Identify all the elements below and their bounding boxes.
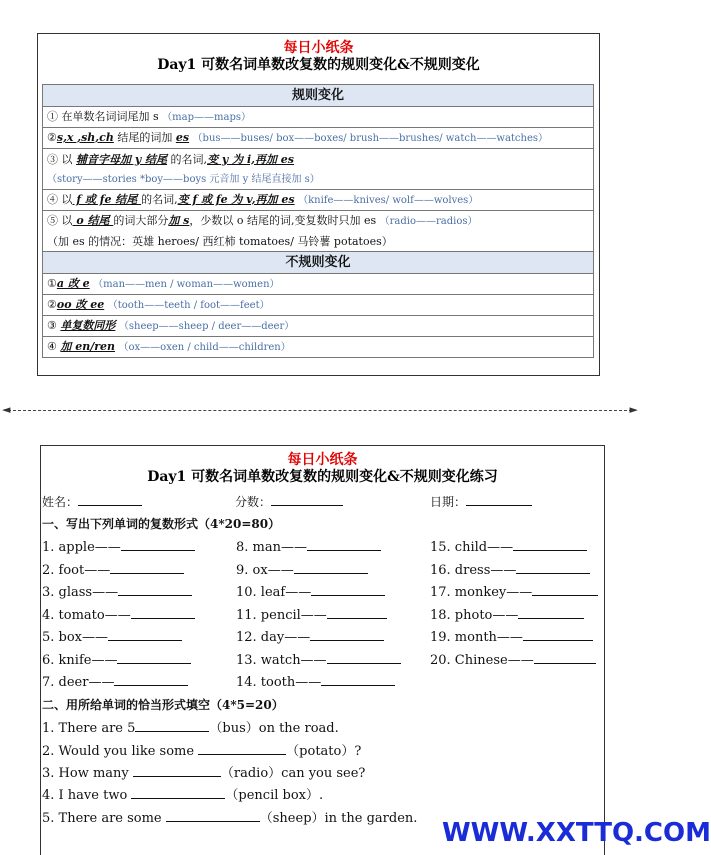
fill-item[interactable]: 2. Would you like some （potato）? [42, 744, 362, 759]
word-item[interactable]: 11. pencil—— [236, 606, 387, 623]
word-item[interactable]: 2. foot—— [42, 561, 184, 578]
word-item[interactable]: 16. dress—— [430, 561, 590, 578]
fill-item[interactable]: 1. There are 5 （bus）on the road. [42, 721, 339, 736]
section-2-heading: 二、用所给单词的恰当形式填空（4*5=20） [42, 698, 284, 712]
rule-row-cont: （story——stories *boy——boys 元音加 y 结尾直接加 s） [43, 169, 594, 190]
word-item[interactable]: 4. tomato—— [42, 606, 195, 623]
word-item[interactable]: 15. child—— [430, 538, 587, 555]
irregular-row: ①a 改 e （man——men / woman——women） [43, 274, 594, 295]
cut-line-divider [8, 410, 632, 411]
rules-title: Day1 可数名词单数改复数的规则变化&不规则变化 [157, 57, 480, 73]
word-item[interactable]: 1. apple—— [42, 538, 195, 555]
word-item[interactable]: 14. tooth—— [236, 673, 395, 690]
name-field[interactable]: 姓名： [42, 493, 142, 510]
word-item[interactable]: 13. watch—— [236, 651, 401, 668]
date-field[interactable]: 日期： [430, 493, 532, 510]
rule-row: ②s,x ,sh,ch 结尾的词加 es （bus——buses/ box——boxes/ brush——brushes/ watch——watches） [43, 128, 594, 149]
score-field[interactable]: 分数： [235, 493, 343, 510]
irregular-row: ②oo 改 ee （tooth——teeth / foot——feet） [43, 295, 594, 316]
rules-table [42, 84, 594, 358]
brand-title: 每日小纸条 [283, 40, 354, 56]
rule-row: ④ 以 f 或 fe 结尾 的名词,变 f 或 fe 为 v,再加 es （knife——knives/ wolf——wolves） [43, 190, 594, 211]
watermark: WWW.XXTTQ.COM [442, 818, 711, 848]
section-1-heading: 一、写出下列单词的复数形式（4*20=80） [42, 517, 281, 531]
word-item[interactable]: 10. leaf—— [236, 583, 385, 600]
word-item[interactable]: 20. Chinese—— [430, 651, 596, 668]
rule-row: ③ 以 辅音字母加 y 结尾 的名词,变 y 为 i,再加 es [43, 149, 594, 170]
fill-item[interactable]: 3. How many （radio）can you see? [42, 766, 366, 781]
irregular-row: ④ 加 en/ren （ox——oxen / child——children） [43, 337, 594, 358]
word-item[interactable]: 17. monkey—— [430, 583, 598, 600]
irregular-row: ③ 单复数同形 （sheep——sheep / deer——deer） [43, 316, 594, 337]
word-item[interactable]: 19. month—— [430, 628, 593, 645]
word-item[interactable]: 6. knife—— [42, 651, 191, 668]
arrow-right-icon: ► [629, 403, 638, 416]
arrow-left-icon: ◄ [2, 403, 11, 416]
fill-item[interactable]: 5. There are some （sheep）in the garden. [42, 811, 418, 826]
brand-title: 每日小纸条 [287, 452, 358, 468]
word-item[interactable]: 18. photo—— [430, 606, 584, 623]
rule-row: ⑤ 以 o 结尾 的词大部分加 s，少数以 o 结尾的词,变复数时只加 es （radio——radios） [43, 211, 594, 232]
word-item[interactable]: 8. man—— [236, 538, 381, 555]
rules-card [37, 33, 600, 376]
rule-row: ① 在单数名词词尾加 s （map——maps） [43, 107, 594, 128]
word-item[interactable]: 12. day—— [236, 628, 384, 645]
word-item[interactable]: 3. glass—— [42, 583, 192, 600]
fill-item[interactable]: 4. I have two （pencil box）. [42, 788, 324, 803]
regular-header: 规则变化 [43, 85, 594, 107]
rule-row-cont: （加 es 的情况：英雄 heroes/ 西红柿 tomatoes/ 马铃薯 potatoes） [43, 231, 594, 252]
word-item[interactable]: 9. ox—— [236, 561, 368, 578]
word-item[interactable]: 5. box—— [42, 628, 182, 645]
word-item[interactable]: 7. deer—— [42, 673, 188, 690]
irregular-header: 不规则变化 [43, 252, 594, 274]
exercise-title: Day1 可数名词单数改复数的规则变化&不规则变化练习 [147, 469, 498, 485]
